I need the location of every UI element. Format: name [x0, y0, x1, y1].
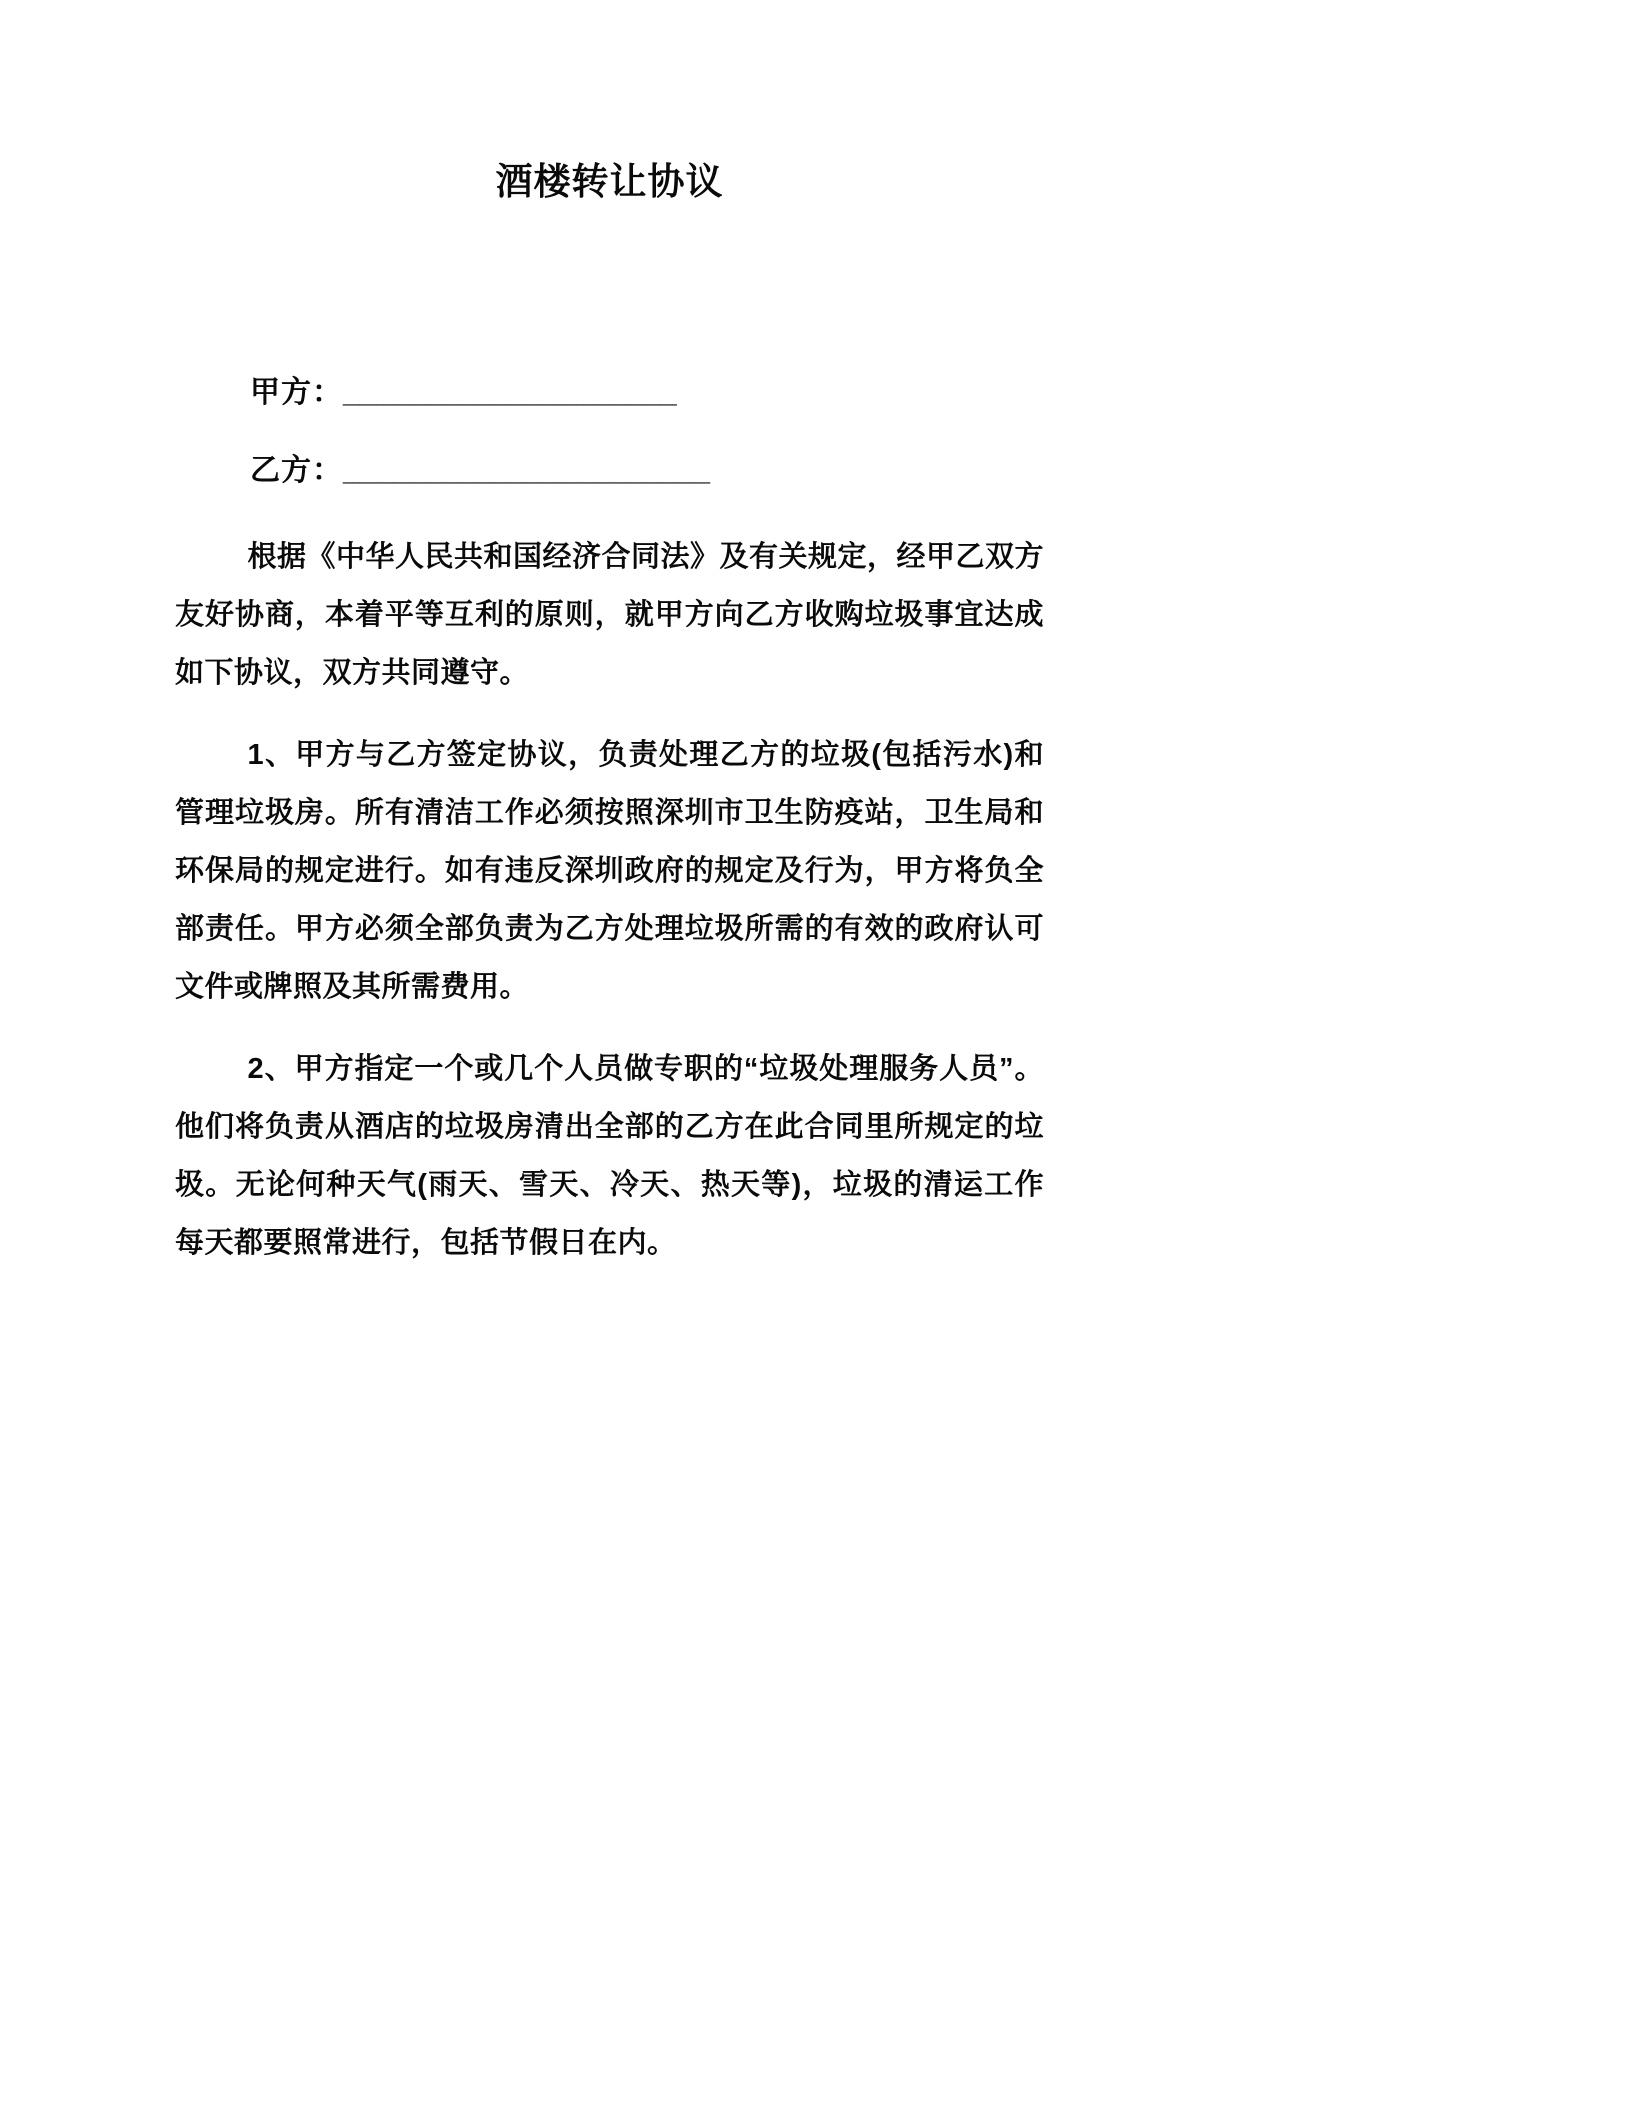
party-a-blank: ____________________: [343, 376, 677, 409]
party-a-label: 甲方：: [250, 376, 343, 409]
document-body: [175, 528, 1044, 1272]
document-title: 酒楼转让协议: [495, 161, 724, 202]
party-b-blank: ______________________: [343, 454, 711, 487]
party-a-line: [175, 372, 1044, 413]
paragraph-preamble: 根据《中华人民共和国经济合同法》及有关规定，经甲乙双方友好协商，本着平等互利的原则，就甲方向乙方收购垃圾事宜达成如下协议，双方共同遵守。: [175, 541, 1045, 689]
paragraph-clause-2: 2、甲方指定一个或几个人员做专职的“垃圾处理服务人员”。他们将负责从酒店的垃圾房清出全部的乙方在此合同里所规定的垃圾。无论何种天气(雨天、雪天、冷天、热天等)，垃圾的清运工作每天都要照常进行，包括节假日在内。: [175, 1053, 1044, 1259]
party-b-line: [175, 450, 1044, 491]
parties-section: [175, 372, 1044, 491]
paragraph-clause-1: 1、甲方与乙方签定协议，负责处理乙方的垃圾(包括污水)和管理垃圾房。所有清洁工作必须按照深圳市卫生防疫站，卫生局和环保局的规定进行。如有违反深圳政府的规定及行为，甲方将负全部责任。甲方必须全部负责为乙方处理垃圾所需的有效的政府认可文件或牌照及其所需费用。: [175, 739, 1044, 1003]
party-b-label: 乙方：: [250, 454, 343, 487]
